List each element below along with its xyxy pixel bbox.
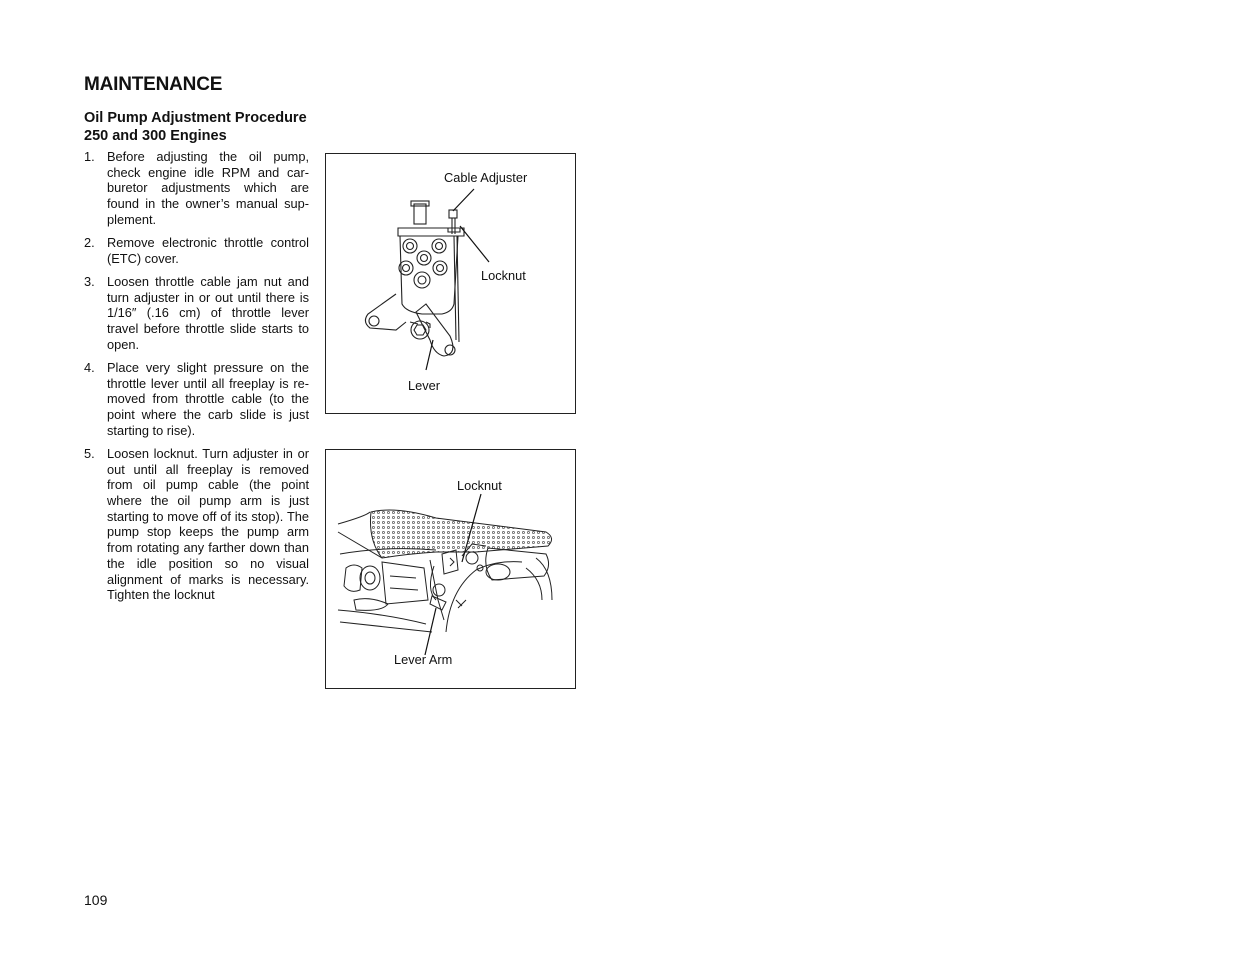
list-item (84, 360, 309, 439)
engine-oil-pump-figure (325, 449, 576, 689)
step-text: Place very slight pressure on the throttle lever until all freeplay is removed from throttle cable (to the point where the carb slide is just starting to rise). (107, 359, 309, 438)
locknut-label: Locknut (457, 478, 502, 493)
lever-hub-nut (414, 325, 426, 335)
pump-cable (457, 236, 459, 342)
procedure-steps (84, 149, 309, 610)
step-number: 3. (84, 273, 95, 289)
lever-arm-label: Lever Arm (394, 652, 453, 667)
step-text: Before adjusting the oil pump, check engine idle RPM and carburetor adjustments which are found in the owner’s manual supplement. (107, 149, 309, 227)
list-item (84, 235, 309, 266)
step-number: 4. (84, 359, 95, 375)
locknut-label: Locknut (481, 268, 526, 283)
step-number: 5. (84, 445, 95, 461)
cable-adjuster-label: Cable Adjuster (444, 170, 528, 185)
mounting-bracket (365, 294, 406, 330)
step-text: Loosen locknut. Turn adjuster in or out until all freeplay is removed from oil pump cable (the point where the oil pump arm is just starting to move off of its stop). The pump stop keeps the pump arm from rotating any farther down than the idle position so no visual alignment of marks is necessary. Tighten the locknut (107, 445, 309, 603)
dotted-cover (370, 510, 551, 558)
list-item (84, 149, 309, 228)
pump-bracket (442, 550, 458, 574)
cable-adjuster-leader (453, 189, 474, 211)
locknut-leader (460, 226, 489, 262)
procedure-title (84, 109, 307, 145)
step-number: 1. (84, 149, 95, 164)
lever-leader (426, 340, 433, 370)
cable-adjuster-nut (449, 210, 457, 218)
pump-top-boss (414, 204, 426, 224)
pump-arm (430, 560, 444, 620)
list-item (84, 274, 309, 353)
oil-pump-illustration (326, 154, 575, 413)
procedure-title-line1: Oil Pump Adjustment Procedure (84, 110, 307, 126)
step-number: 2. (84, 235, 95, 251)
procedure-title-line2: 250 and 300 Engines (84, 128, 227, 144)
lever-label: Lever (408, 378, 441, 393)
list-item (84, 446, 309, 603)
section-title: MAINTENANCE (84, 74, 223, 95)
step-text: Loosen throttle cable jam nut and turn adjuster in or out until there is 1/16″ (.16 cm) of throttle lever travel before throttle slide starts to open. (107, 273, 309, 352)
oil-pump-figure (325, 153, 576, 414)
page-number: 109 (84, 892, 108, 908)
step-text: Remove electronic throttle control (ETC) cover. (107, 235, 309, 266)
